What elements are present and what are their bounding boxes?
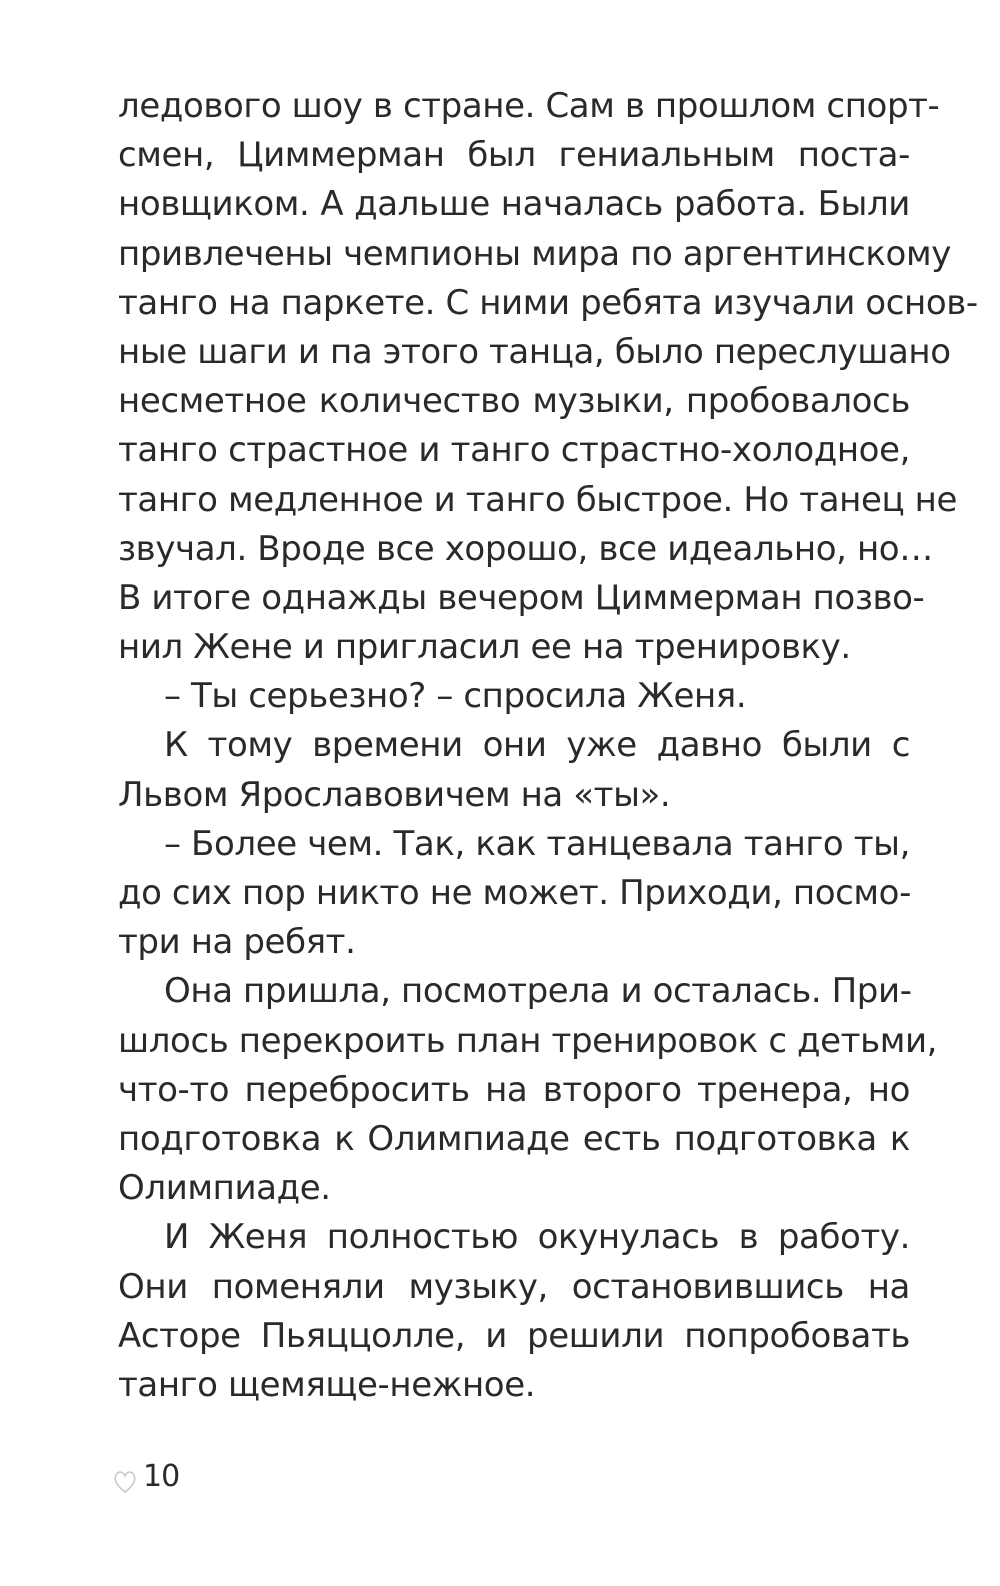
text-line: три на ребят. [118, 922, 356, 963]
paragraph-start-line: Она пришла, посмотрела и осталась. При- [164, 971, 912, 1012]
text-line: что-то перебросить на второго тренера, но [118, 1069, 910, 1110]
text-line: шлось перекроить план тренировок с детьми, [118, 1020, 938, 1061]
paragraph-start-line: И Женя полностью окунулась в работу. [164, 1217, 910, 1258]
text-line: привлечены чемпионы мира по аргентинскому [118, 233, 951, 274]
text-line: смен, Циммерман был гениальным поста- [118, 135, 910, 176]
text-line: нил Жене и пригласил ее на тренировку. [118, 627, 851, 668]
dialogue-line: – Ты серьезно? – спросила Женя. [164, 676, 747, 717]
text-line: танго щемяще-нежное. [118, 1364, 536, 1405]
text-line: Олимпиаде. [118, 1168, 331, 1209]
paragraph-start-line: К тому времени они уже давно были с [164, 725, 910, 766]
text-line: Асторе Пьяццолле, и решили попробовать [118, 1315, 910, 1356]
dialogue-line: – Более чем. Так, как танцевала танго ты, [164, 823, 910, 864]
text-line: Они поменяли музыку, остановившись на [118, 1266, 910, 1307]
text-line: танго на паркете. С ними ребята изучали основ- [118, 282, 978, 323]
page-number: 10 [143, 1459, 180, 1494]
text-line: В итоге однажды вечером Циммерман позво- [118, 577, 925, 618]
text-line: Львом Ярославовичем на «ты». [118, 774, 671, 815]
text-line: до сих пор никто не может. Приходи, посмо- [118, 873, 911, 913]
text-line: танго медленное и танго быстрое. Но танец не [118, 479, 957, 520]
text-line: танго страстное и танго страстно-холодное, [118, 430, 910, 471]
text-line: несметное количество музыки, пробовалось [118, 381, 910, 422]
text-line: ледового шоу в стране. Сам в прошлом спорт- [118, 86, 940, 126]
heart-ornament-icon [112, 1466, 138, 1496]
text-line: новщиком. А дальше началась работа. Были [118, 184, 910, 225]
text-line: ные шаги и па этого танца, было переслушано [118, 331, 951, 372]
text-line: подготовка к Олимпиаде есть подготовка к [118, 1118, 910, 1159]
body-text [118, 82, 978, 1410]
text-line: звучал. Вроде все хорошо, все идеально, но… [118, 528, 933, 569]
